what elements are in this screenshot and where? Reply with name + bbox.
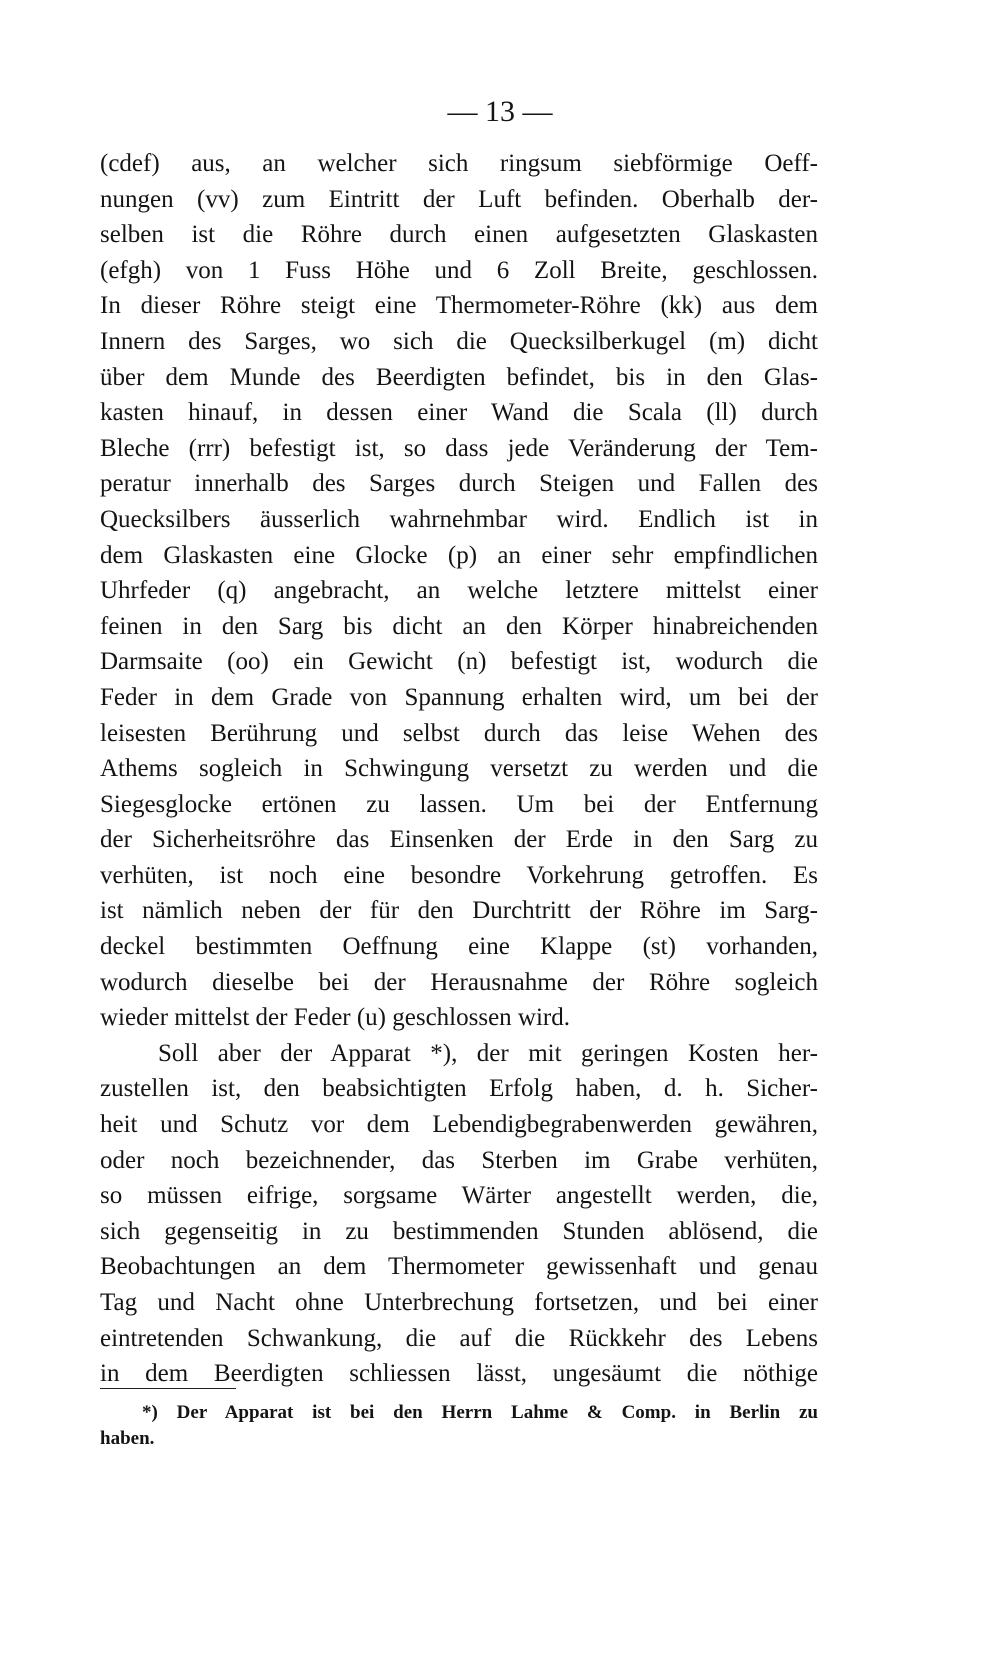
text-line: peratur innerhalb des Sarges durch Steigen und Fallen des <box>100 470 818 498</box>
text-line: (efgh) von 1 Fuss Höhe und 6 Zoll Breite, geschlossen. <box>100 256 818 284</box>
text-line: oder noch bezeichnender, das Sterben im Grabe verhüten, <box>100 1146 818 1174</box>
text-line: sich gegenseitig in zu bestimmenden Stunden ablösend, die <box>100 1217 818 1245</box>
text-line: so müssen eifrige, sorgsame Wärter angestellt werden, die, <box>100 1182 818 1210</box>
text-line: verhüten, ist noch eine besondre Vorkehrung getroffen. Es <box>100 861 818 889</box>
text-line: Tag und Nacht ohne Unterbrechung fortsetzen, und bei einer <box>100 1289 818 1316</box>
text-line: kasten hinauf, in dessen einer Wand die Scala (ll) durch <box>100 399 818 427</box>
footnote-line: haben. <box>100 1428 155 1449</box>
text-line: zustellen ist, den beabsichtigten Erfolg haben, d. h. Sicher- <box>100 1075 818 1103</box>
text-line: ist nämlich neben der für den Durchtritt der Röhre im Sarg- <box>100 897 818 925</box>
text-line: heit und Schutz vor dem Lebendigbegrabenwerden gewähren, <box>100 1111 818 1139</box>
text-line: (cdef) aus, an welcher sich ringsum siebförmige Oeff- <box>100 150 818 177</box>
text-line: in dem Beerdigten schliessen lässt, ungesäumt die nöthige <box>100 1360 818 1388</box>
text-line: Beobachtungen an dem Thermometer gewissenhaft und genau <box>100 1253 818 1281</box>
text-line: Darmsaite (oo) ein Gewicht (n) befestigt ist, wodurch die <box>100 648 818 676</box>
page-number: — 13 — <box>447 95 553 128</box>
footnote-divider <box>100 1388 236 1389</box>
text-line: Athems sogleich in Schwingung versetzt zu werden und die <box>100 755 818 783</box>
footnote-line: *) Der Apparat ist bei den Herrn Lahme & Comp. in Berlin zu <box>142 1402 818 1423</box>
text-line: Bleche (rrr) befestigt ist, so dass jede Veränderung der Tem- <box>100 434 818 462</box>
text-line: selben ist die Röhre durch einen aufgesetzten Glaskasten <box>100 221 818 249</box>
text-line: leisesten Berührung und selbst durch das leise Wehen des <box>100 719 818 747</box>
footnote <box>100 1400 818 1452</box>
text-line: deckel bestimmten Oeffnung eine Klappe (st) vorhanden, <box>100 933 818 961</box>
text-line: Innern des Sarges, wo sich die Quecksilberkugel (m) dicht <box>100 327 818 355</box>
text-line: In dieser Röhre steigt eine Thermometer-Röhre (kk) aus dem <box>100 292 818 320</box>
paragraph-start-line: Soll aber der Apparat *), der mit geringen Kosten her- <box>158 1039 818 1067</box>
text-line: über dem Munde des Beerdigten befindet, bis in den Glas- <box>100 363 818 391</box>
body-text <box>100 146 818 1392</box>
text-line: Quecksilbers äusserlich wahrnehmbar wird. Endlich ist in <box>100 505 818 533</box>
paragraph-end-line: wieder mittelst der Feder (u) geschlossen wird. <box>100 1004 571 1032</box>
text-line: nungen (vv) zum Eintritt der Luft befinden. Oberhalb der- <box>100 185 818 213</box>
text-line: feinen in den Sarg bis dicht an den Körper hinabreichenden <box>100 612 818 640</box>
text-line: Siegesglocke ertönen zu lassen. Um bei der Entfernung <box>100 790 818 818</box>
text-line: dem Glaskasten eine Glocke (p) an einer sehr empfindlichen <box>100 541 818 569</box>
text-line: der Sicherheitsröhre das Einsenken der Erde in den Sarg zu <box>100 826 818 854</box>
text-line: wodurch dieselbe bei der Herausnahme der Röhre sogleich <box>100 968 818 996</box>
text-line: Feder in dem Grade von Spannung erhalten wird, um bei der <box>100 683 818 711</box>
text-line: eintretenden Schwankung, die auf die Rückkehr des Lebens <box>100 1324 818 1352</box>
text-line: Uhrfeder (q) angebracht, an welche letztere mittelst einer <box>100 577 818 605</box>
